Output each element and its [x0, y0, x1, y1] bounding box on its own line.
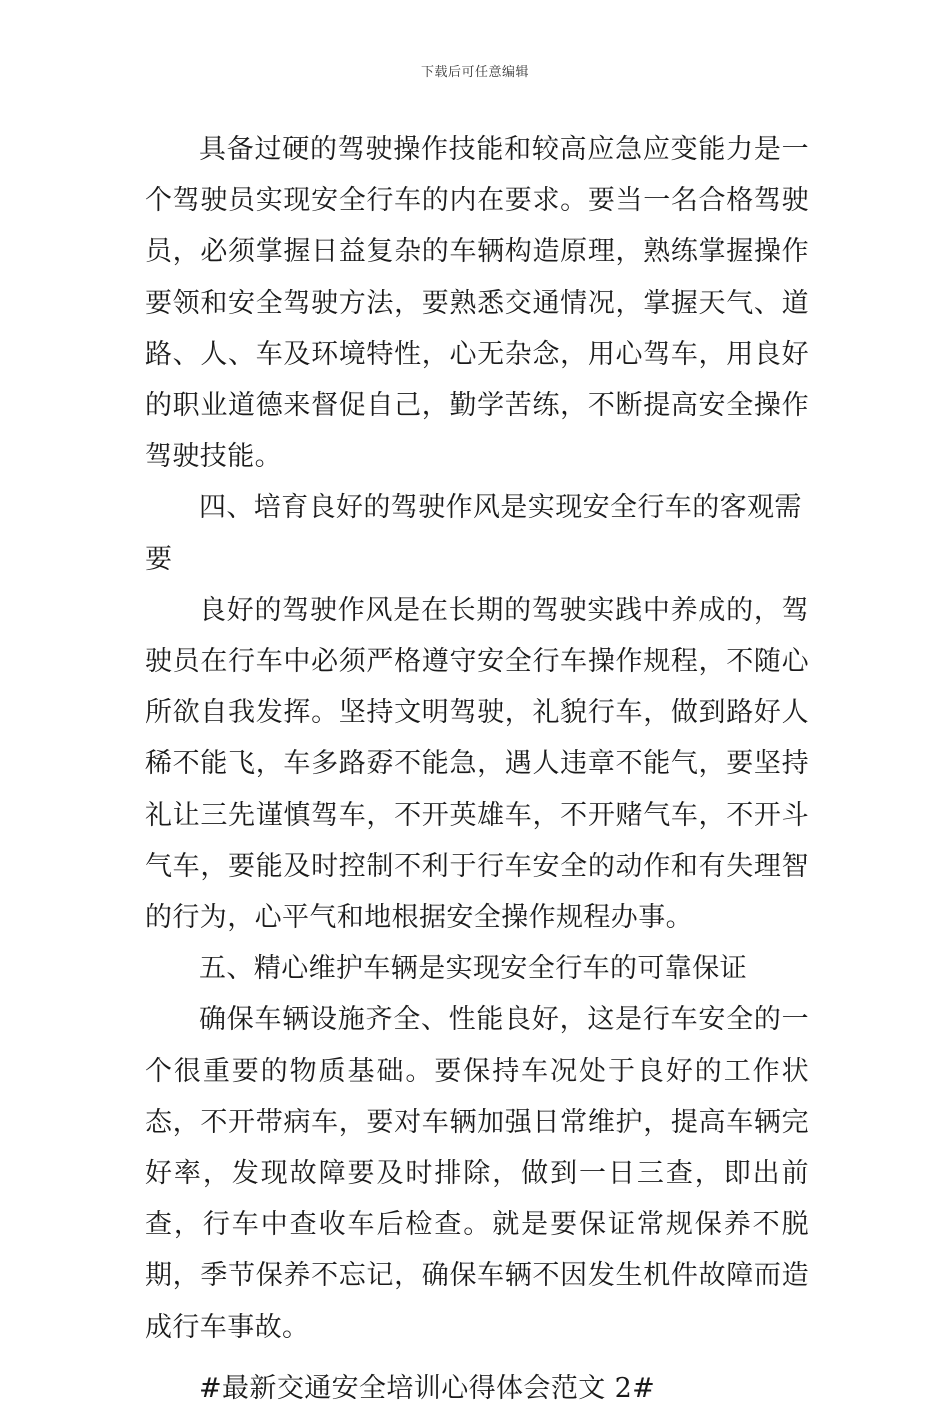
- paragraph-vehicle-maintenance: 确保车辆设施齐全、性能良好，这是行车安全的一个很重要的物质基础。要保持车况处于良好的工作状态，不开带病车，要对车辆加强日常维护，提高车辆完好率，发现故障要及时排除，做到一日三查，即出前查，行车中查收车后检查。就是要保证常规保养不脱期，季节保养不忘记，确保车辆不因发生机件故障而造成行车事故。: [145, 1004, 809, 1343]
- paragraph-driving-skills: 具备过硬的驾驶操作技能和较高应急应变能力是一个驾驶员实现安全行车的内在要求。要当一名合格驾驶员，必须掌握日益复杂的车辆构造原理，熟练掌握操作要领和安全驾驶方法，要熟悉交通情况，掌握天气、道路、人、车及环境特性，心无杂念，用心驾车，用良好的职业道德来督促自己，勤学苦练，不断提高安全操作驾驶技能。: [145, 134, 809, 473]
- paragraph-driving-style: 良好的驾驶作风是在长期的驾驶实践中养成的，驾驶员在行车中必须严格遵守安全行车操作规程，不随心所欲自我发挥。坚持文明驾驶，礼貌行车，做到路好人稀不能飞，车多路孬不能急，遇人违章不能气，要坚持礼让三先谨慎驾车，不开英雄车，不开赌气车，不开斗气车，要能及时控制不利于行车安全的动作和有失理智的行为，心平气和地根据安全操作规程办事。: [145, 594, 809, 934]
- document-body: [145, 124, 809, 1414]
- section-heading-4: 四、培育良好的驾驶作风是实现安全行车的客观需要: [145, 492, 802, 575]
- section-tag: #最新交通安全培训心得体会范文 2#: [199, 1372, 656, 1404]
- section-heading-5: 五、精心维护车辆是实现安全行车的可靠保证: [199, 953, 747, 985]
- page-header: 下载后可任意编辑: [420, 65, 529, 80]
